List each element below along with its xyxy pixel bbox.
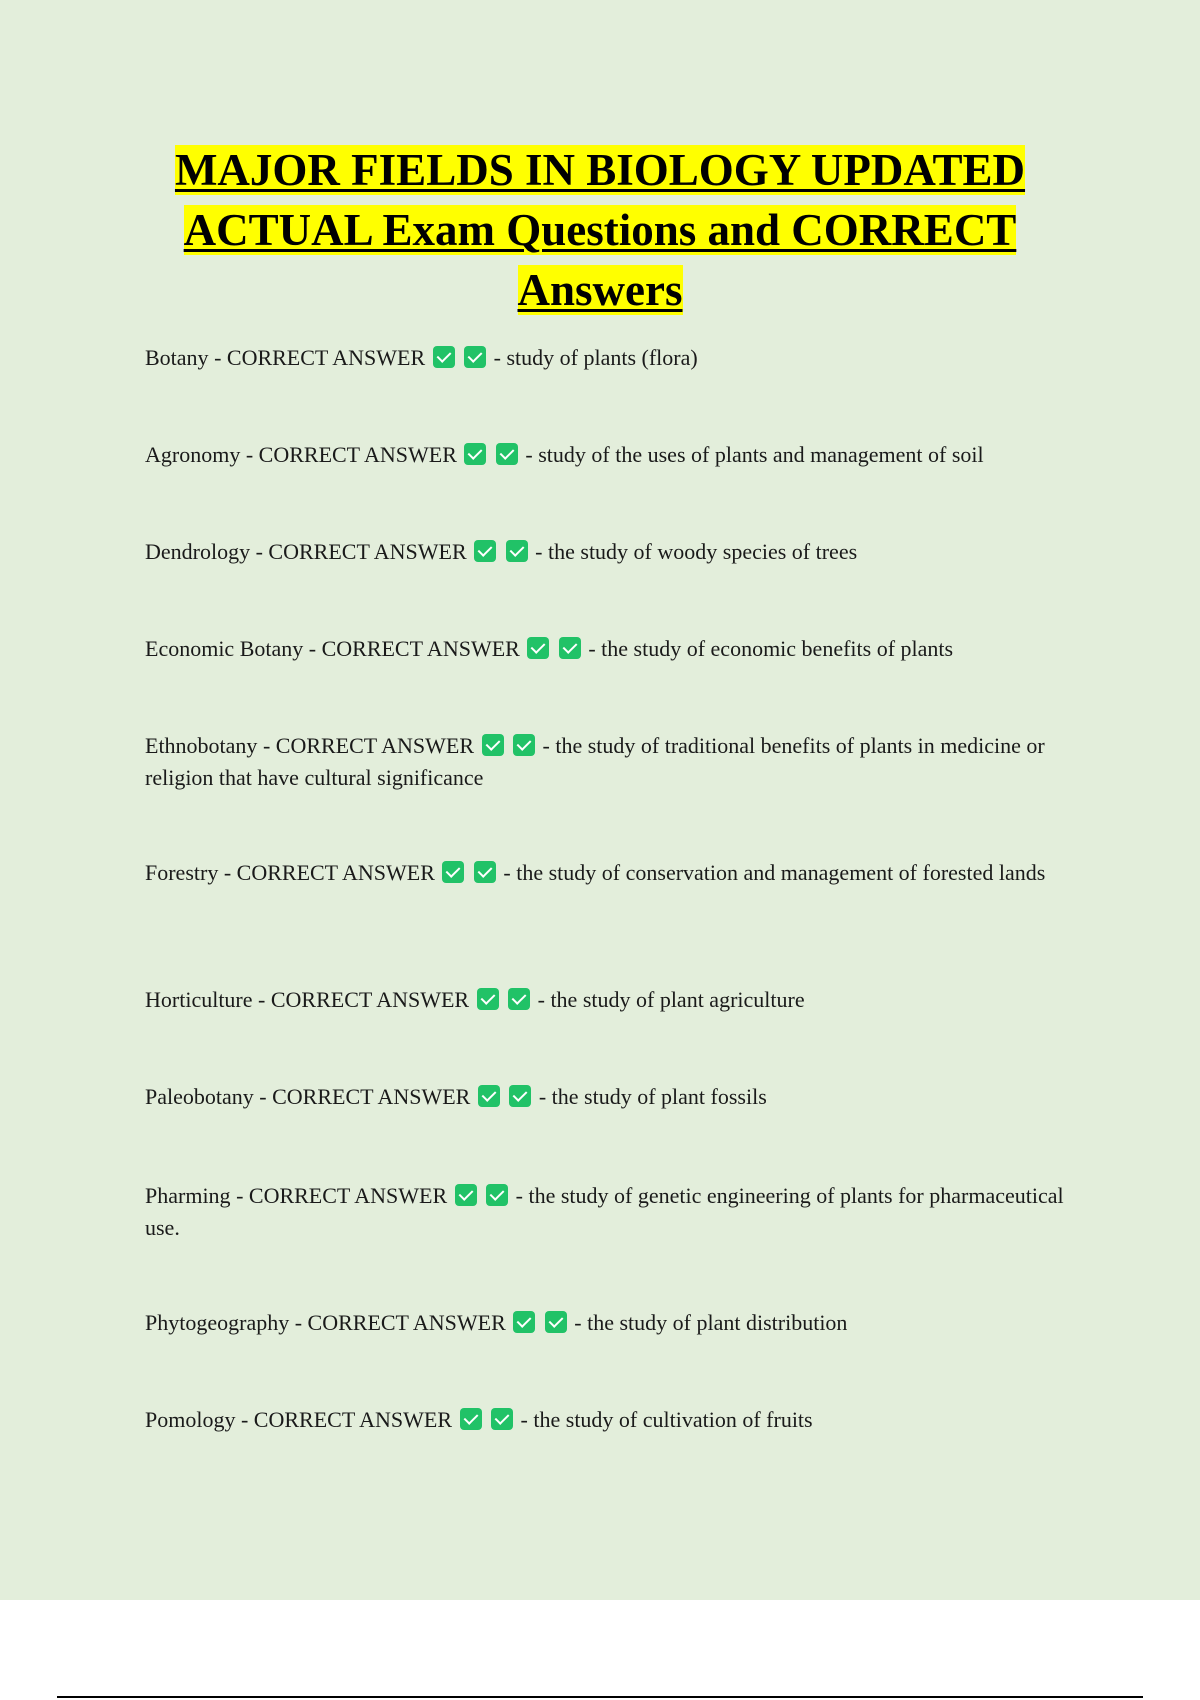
- entry-term: Economic Botany: [145, 636, 304, 661]
- footer-divider: [57, 1696, 1143, 1698]
- qa-entry-phytogeography: [145, 1307, 1085, 1339]
- check-box-icon: [478, 1085, 500, 1107]
- answer-marker: CORRECT ANSWER: [253, 1407, 453, 1432]
- entry-term: Dendrology: [145, 539, 251, 564]
- entry-separator: -: [520, 1407, 534, 1432]
- check-box-icon: [527, 637, 549, 659]
- answer-marker: CORRECT ANSWER: [275, 733, 475, 758]
- entry-separator: -: [308, 636, 322, 661]
- entry-separator: -: [236, 1183, 249, 1208]
- qa-entry-paleobotany: [145, 1081, 1085, 1113]
- check-box-icon: [513, 734, 535, 756]
- entry-separator: -: [525, 442, 539, 467]
- entry-separator: -: [537, 987, 551, 1012]
- answer-marker: CORRECT ANSWER: [236, 860, 435, 885]
- check-box-icon: [506, 540, 528, 562]
- entry-separator: -: [223, 860, 237, 885]
- entry-separator: -: [493, 345, 507, 370]
- entry-definition: the study of traditional benefits of plants in medicine or religion that have cultural significance: [145, 733, 1045, 790]
- page-title: MAJOR FIELDS IN BIOLOGY UPDATED ACTUAL Exam Questions and CORRECT Answers: [174, 145, 1026, 315]
- entry-separator: -: [258, 987, 271, 1012]
- answer-marker: CORRECT ANSWER: [248, 1183, 448, 1208]
- check-box-icon: [455, 1184, 477, 1206]
- check-box-icon: [559, 637, 581, 659]
- entry-separator: -: [240, 1407, 254, 1432]
- entry-term: Phytogeography: [145, 1310, 290, 1335]
- check-box-icon: [477, 988, 499, 1010]
- entry-definition: the study of economic benefits of plants: [601, 636, 954, 661]
- qa-entry-forestry: [145, 857, 1085, 889]
- entry-separator: -: [588, 636, 602, 661]
- qa-entry-horticulture: [145, 984, 1085, 1016]
- entry-definition: the study of genetic engineering of plants for pharmaceutical use.: [145, 1183, 1064, 1240]
- entry-separator: -: [515, 1183, 529, 1208]
- entry-definition: the study of plant distribution: [587, 1310, 848, 1335]
- check-box-icon: [474, 540, 496, 562]
- entry-separator: -: [503, 860, 517, 885]
- entry-separator: -: [538, 1084, 552, 1109]
- title-block: [120, 140, 1080, 320]
- check-box-icon: [433, 346, 455, 368]
- entry-separator: -: [255, 539, 269, 564]
- check-box-icon: [496, 443, 518, 465]
- entry-term: Ethnobotany: [145, 733, 258, 758]
- entry-definition: the study of plant fossils: [551, 1084, 767, 1109]
- entry-term: Botany: [145, 345, 209, 370]
- answer-marker: CORRECT ANSWER: [226, 345, 426, 370]
- answer-marker: CORRECT ANSWER: [307, 1310, 506, 1335]
- qa-entry-economic-botany: [145, 633, 1085, 665]
- entry-definition: the study of woody species of trees: [548, 539, 858, 564]
- check-box-icon: [442, 861, 464, 883]
- qa-entry-agronomy: [145, 439, 1085, 471]
- check-box-icon: [509, 1085, 531, 1107]
- entry-separator: -: [245, 442, 259, 467]
- check-box-icon: [474, 861, 496, 883]
- qa-entry-pomology: [145, 1404, 1085, 1436]
- entry-separator: -: [542, 733, 556, 758]
- entry-separator: -: [259, 1084, 273, 1109]
- check-box-icon: [482, 734, 504, 756]
- qa-entry-botany: [145, 342, 1085, 374]
- check-box-icon: [513, 1311, 535, 1333]
- check-box-icon: [491, 1408, 513, 1430]
- answer-marker: CORRECT ANSWER: [272, 1084, 471, 1109]
- check-box-icon: [508, 988, 530, 1010]
- qa-entry-dendrology: [145, 536, 1085, 568]
- answer-marker: CORRECT ANSWER: [268, 539, 467, 564]
- entry-separator: -: [294, 1310, 308, 1335]
- entry-term: Forestry: [145, 860, 219, 885]
- entry-definition: the study of conservation and management of forested lands: [516, 860, 1046, 885]
- entry-term: Pomology: [145, 1407, 236, 1432]
- check-box-icon: [460, 1408, 482, 1430]
- answer-marker: CORRECT ANSWER: [270, 987, 470, 1012]
- answer-marker: CORRECT ANSWER: [321, 636, 520, 661]
- entry-definition: the study of plant agriculture: [550, 987, 805, 1012]
- entry-definition: study of the uses of plants and management of soil: [538, 442, 984, 467]
- check-box-icon: [486, 1184, 508, 1206]
- qa-entry-ethnobotany: [145, 730, 1085, 794]
- entry-definition: study of plants (flora): [506, 345, 698, 370]
- check-box-icon: [545, 1311, 567, 1333]
- entry-separator: -: [262, 733, 276, 758]
- entry-term: Pharming: [145, 1183, 231, 1208]
- entry-definition: the study of cultivation of fruits: [533, 1407, 813, 1432]
- entry-term: Paleobotany: [145, 1084, 254, 1109]
- entry-separator: -: [574, 1310, 588, 1335]
- entry-separator: -: [535, 539, 548, 564]
- check-box-icon: [464, 443, 486, 465]
- entry-term: Horticulture: [145, 987, 253, 1012]
- check-box-icon: [464, 346, 486, 368]
- entry-separator: -: [214, 345, 227, 370]
- entry-term: Agronomy: [145, 442, 241, 467]
- qa-entry-pharming: [145, 1180, 1085, 1244]
- answer-marker: CORRECT ANSWER: [258, 442, 457, 467]
